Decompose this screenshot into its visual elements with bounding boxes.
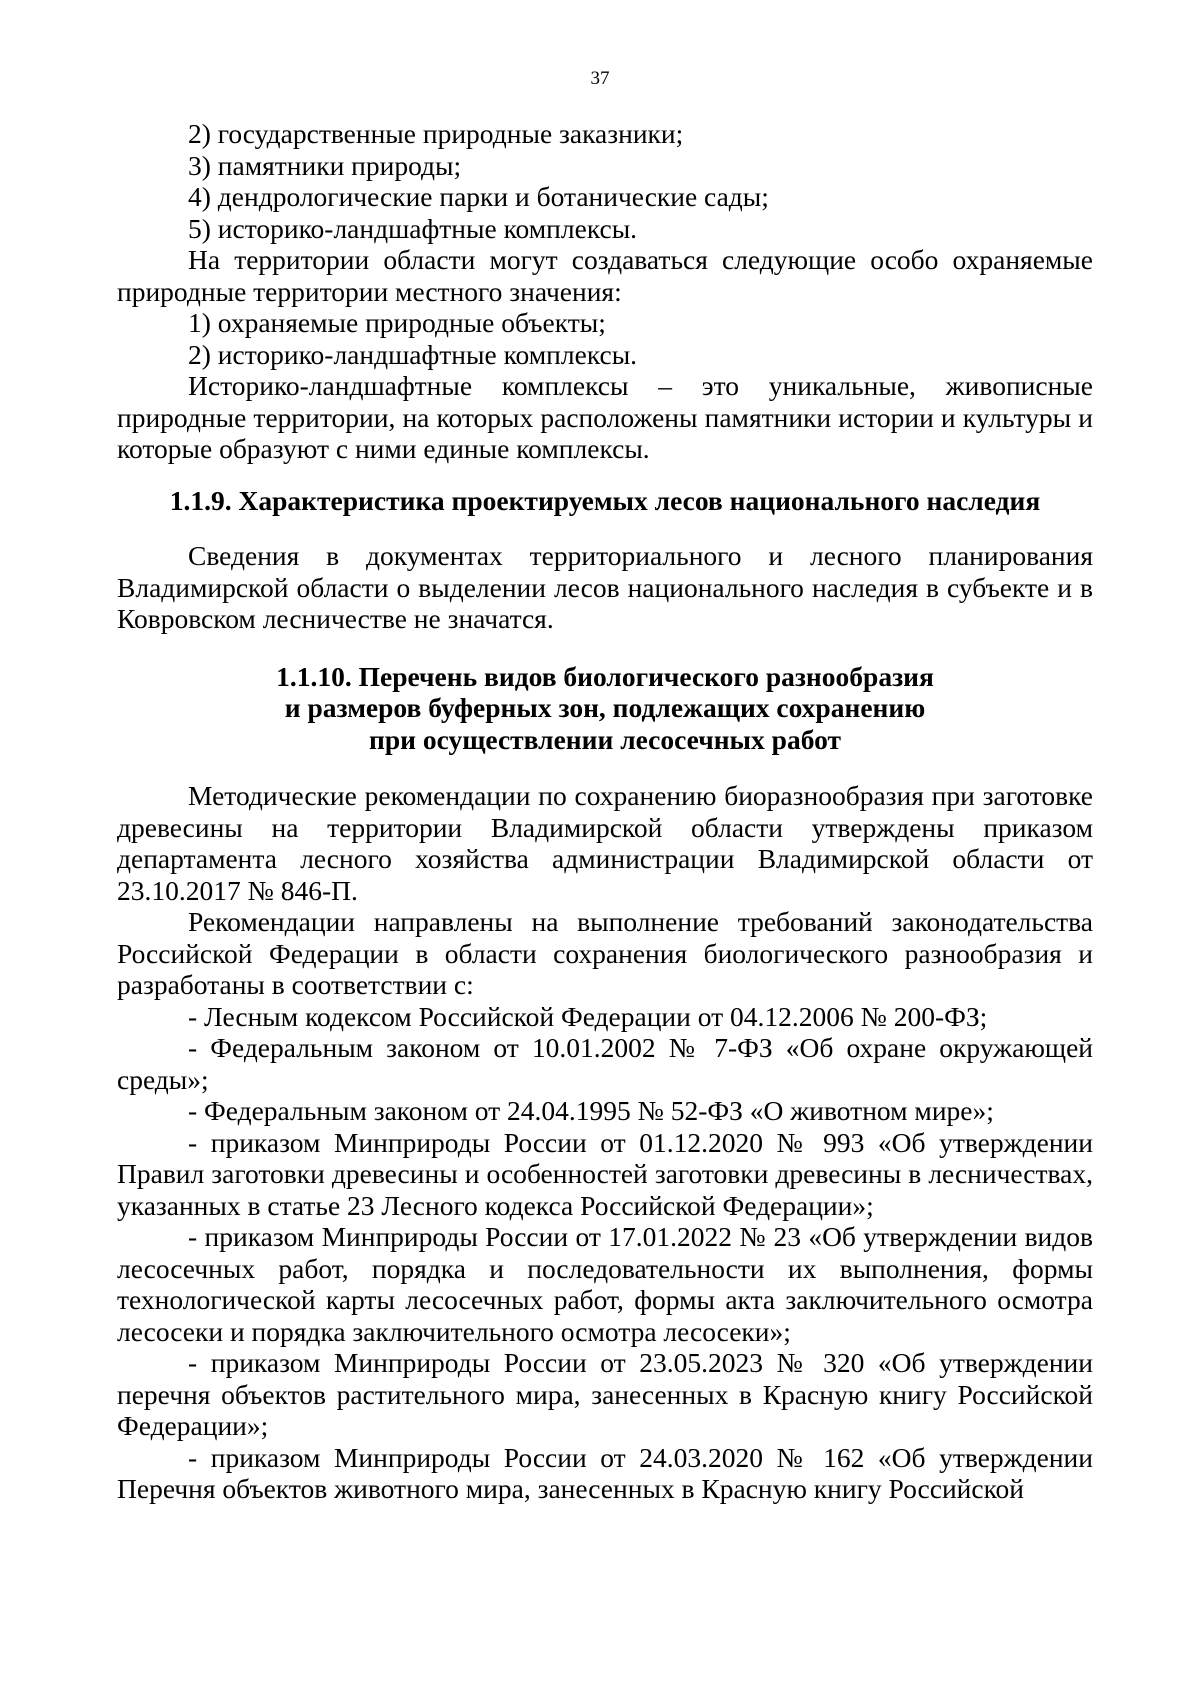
list-item: - приказом Минприроды России от 01.12.2020 № 993 «Об утверждении Правил заготовки древесины и особенностей заготовки древесины в лесничествах, указанных в статье 23 Лесного кодекса Российской Федерации»; (117, 1126, 1093, 1221)
paragraph: На территории области могут создаваться следующие особо охраняемые природные территории местного значения: (117, 244, 1093, 307)
section-heading-1-1-10 (117, 661, 1093, 756)
paragraph: Историко-ландшафтные комплексы – это уникальные, живописные природные территории, на которых расположены памятники истории и культуры и которые образуют с ними единые комплексы. (117, 370, 1093, 464)
paragraph: Сведения в документах территориального и лесного планирования Владимирской области о выделении лесов национального наследия в субъекте и в Ковровском лесничестве не значатся. (117, 540, 1093, 634)
paragraph: Рекомендации направлены на выполнение требований законодательства Российской Федерации в области сохранения биологического разнообразия и разработаны в соответствии с: (117, 906, 1093, 1000)
heading-line: 1.1.10. Перечень видов биологического разнообразия (276, 660, 934, 692)
list-item: - Федеральным законом от 24.04.1995 № 52-ФЗ «О животном мире»; (188, 1095, 994, 1126)
list-item: 3) памятники природы; (188, 149, 462, 181)
list-item: - Лесным кодексом Российской Федерации от 04.12.2006 № 200-ФЗ; (188, 1000, 988, 1032)
list-item: - приказом Минприроды России от 17.01.2022 № 23 «Об утверждении видов лесосечных работ, порядка и последовательности их выполнения, формы технологической карты лесосечных работ, формы акта заключительного осмотра лесосеки и порядка заключительного осмотра лесосеки»; (117, 1221, 1093, 1347)
list-item: 2) государственные природные заказники; (188, 118, 684, 149)
paragraph: Методические рекомендации по сохранению биоразнообразия при заготовке древесины на территории Владимирской области утверждены приказом департамента лесного хозяйства администрации Владимирской области от 23.10.2017 № 846-П. (117, 780, 1093, 906)
page-content (117, 118, 1093, 1505)
section-heading-1-1-9: 1.1.9. Характеристика проектируемых лесов национального наследия (169, 484, 1041, 516)
heading-line: при осуществлении лесосечных работ (369, 723, 841, 755)
list-item: - приказом Минприроды России от 23.05.2023 № 320 «Об утверждении перечня объектов растительного мира, занесенных в Красную книгу Российской Федерации»; (117, 1347, 1093, 1441)
list-item: 1) охраняемые природные объекты; (188, 307, 606, 338)
heading-line: и размеров буферных зон, подлежащих сохранению (284, 692, 926, 723)
list-item: 5) историко-ландшафтные комплексы. (188, 212, 638, 244)
list-item: - приказом Минприроды России от 24.03.2020 № 162 «Об утверждении Перечня объектов животного мира, занесенных в Красную книгу Российской (117, 1441, 1093, 1504)
list-item: 2) историко-ландшафтные комплексы. (188, 338, 638, 370)
page-number: 37 (590, 68, 610, 89)
list-item: - Федеральным законом от 10.01.2002 № 7-ФЗ «Об охране окружающей среды»; (117, 1032, 1093, 1095)
list-item: 4) дендрологические парки и ботанические сады; (188, 181, 769, 212)
